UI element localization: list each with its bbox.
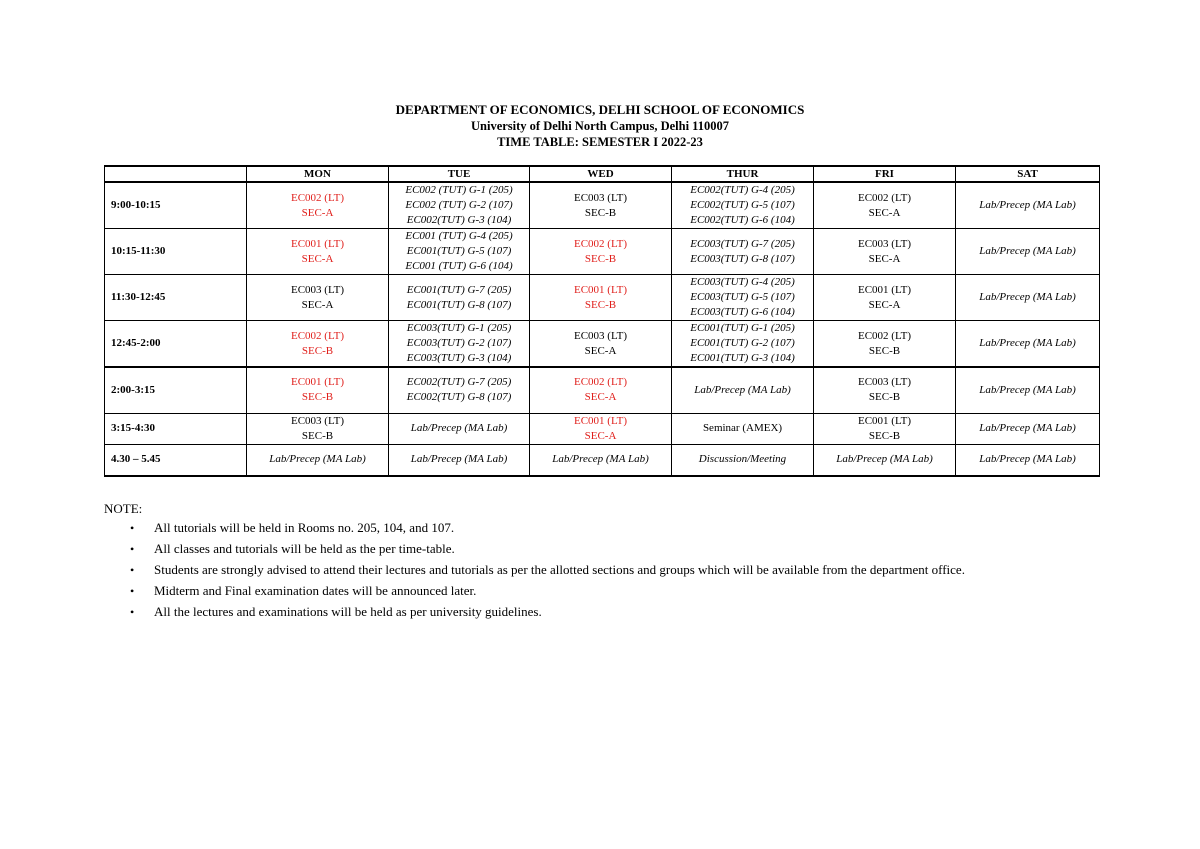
schedule-entry-line: EC001 (LT) (857, 283, 912, 296)
note-text: Students are strongly advised to attend their lectures and tutorials as per the allotted sections and groups which will be available from the department office. (154, 562, 965, 577)
schedule-cell-fri (814, 229, 956, 275)
schedule-entry-line: EC002 (LT) (857, 191, 912, 204)
schedule-entry-line: EC001 (LT) (857, 414, 912, 427)
schedule-cell-mon (247, 229, 389, 275)
timetable-row (105, 275, 1100, 321)
schedule-entry-line: SEC-A (301, 252, 334, 265)
schedule-entry-line: Seminar (AMEX) (702, 422, 783, 434)
schedule-entry-line: EC001 (LT) (290, 376, 345, 389)
university-address: University of Delhi North Campus, Delhi 110007 (471, 119, 729, 133)
schedule-cell-mon (247, 275, 389, 321)
schedule-entry-line: EC002 (LT) (573, 237, 628, 250)
schedule-cell-mon (247, 413, 389, 444)
schedule-entry-line: EC003(TUT) G-1 (205) (406, 322, 512, 334)
schedule-entry-line: EC003 (LT) (857, 237, 912, 250)
schedule-cell-mon (247, 367, 389, 413)
schedule-entry-line: Lab/Precep (MA Lab) (979, 453, 1076, 466)
schedule-entry-line: EC001(TUT) G-7 (205) (406, 283, 512, 296)
department-title: DEPARTMENT OF ECONOMICS, DELHI SCHOOL OF ECONOMICS (395, 102, 805, 117)
schedule-entry-line: SEC-B (584, 206, 617, 219)
day-header-mon: MON (247, 166, 389, 182)
schedule-entry-line: Lab/Precep (MA Lab) (979, 383, 1076, 396)
schedule-entry-line: EC003(TUT) G-5 (107) (690, 291, 795, 303)
schedule-entry-line: EC001 (LT) (573, 283, 628, 296)
schedule-entry-line: SEC-A (301, 298, 334, 311)
schedule-entry-line: EC003(TUT) G-8 (107) (690, 252, 795, 265)
schedule-entry-line: EC002 (LT) (573, 376, 628, 389)
schedule-entry-line: SEC-B (301, 429, 334, 442)
schedule-entry-line: Lab/Precep (MA Lab) (269, 453, 366, 466)
timetable (104, 165, 1100, 477)
schedule-entry-line: EC002 (LT) (857, 329, 912, 342)
time-slot-cell: 2:00-3:15 (105, 367, 247, 413)
schedule-entry-line: EC003(TUT) G-4 (205) (690, 276, 795, 288)
schedule-entry-line: Lab/Precep (MA Lab) (694, 383, 791, 396)
notes-section (104, 500, 1084, 625)
schedule-entry-line: SEC-A (868, 252, 901, 265)
schedule-cell-sat (956, 367, 1100, 413)
time-slot-cell: 3:15-4:30 (105, 413, 247, 444)
timetable-row (105, 182, 1100, 229)
schedule-entry-line: EC002(TUT) G-4 (205) (690, 184, 795, 196)
schedule-entry-line: EC003(TUT) G-2 (107) (406, 337, 512, 349)
timetable-row (105, 321, 1100, 368)
schedule-entry-line: EC001 (TUT) G-4 (205) (405, 230, 513, 242)
time-slot-cell: 10:15-11:30 (105, 229, 247, 275)
schedule-entry-line: EC002(TUT) G-8 (107) (406, 391, 512, 404)
schedule-cell-wed (530, 321, 672, 368)
schedule-entry-line: EC001 (TUT) G-6 (104) (405, 260, 513, 272)
day-header-tue: TUE (389, 166, 530, 182)
time-slot-cell: 12:45-2:00 (105, 321, 247, 368)
schedule-entry-line: EC003(TUT) G-6 (104) (690, 306, 795, 318)
schedule-cell-fri (814, 444, 956, 476)
note-text: Midterm and Final examination dates will be announced later. (154, 583, 477, 598)
schedule-cell-tue (389, 413, 530, 444)
schedule-entry-line: SEC-B (868, 344, 901, 357)
schedule-entry-line: Lab/Precep (MA Lab) (410, 422, 508, 434)
day-header-thur: THUR (672, 166, 814, 182)
schedule-entry-line: SEC-B (868, 429, 901, 442)
schedule-entry-line: EC001(TUT) G-3 (104) (690, 352, 795, 364)
timetable-header-row (105, 166, 1100, 182)
note-text: All classes and tutorials will be held as the per time-table. (154, 541, 455, 556)
schedule-entry-line: Lab/Precep (MA Lab) (979, 199, 1076, 211)
day-header-wed: WED (530, 166, 672, 182)
time-slot-cell: 4.30 – 5.45 (105, 444, 247, 476)
schedule-cell-fri (814, 367, 956, 413)
timetable-row (105, 413, 1100, 444)
schedule-cell-thur (672, 413, 814, 444)
schedule-cell-thur (672, 182, 814, 229)
schedule-entry-line: Lab/Precep (MA Lab) (979, 291, 1076, 303)
schedule-entry-line: Lab/Precep (MA Lab) (552, 453, 649, 466)
note-item (130, 583, 1084, 599)
note-text: All the lectures and examinations will be held as per university guidelines. (154, 604, 542, 619)
schedule-entry-line: EC003(TUT) G-3 (104) (406, 352, 512, 364)
schedule-entry-line: SEC-A (868, 206, 901, 219)
schedule-cell-tue (389, 229, 530, 275)
notes-title: NOTE: (104, 501, 143, 516)
schedule-entry-line: Lab/Precep (MA Lab) (979, 245, 1076, 257)
schedule-cell-tue (389, 275, 530, 321)
schedule-cell-tue (389, 444, 530, 476)
schedule-entry-line: EC001(TUT) G-2 (107) (690, 337, 795, 349)
schedule-entry-line: EC002(TUT) G-3 (104) (406, 214, 512, 226)
timetable-body (105, 182, 1100, 476)
schedule-entry-line: SEC-A (301, 206, 334, 219)
day-header-sat: SAT (956, 166, 1100, 182)
notes-list (104, 520, 1084, 620)
schedule-cell-fri (814, 275, 956, 321)
schedule-entry-line: EC002 (TUT) G-1 (205) (405, 184, 513, 196)
time-slot-cell: 9:00-10:15 (105, 182, 247, 229)
schedule-cell-tue (389, 367, 530, 413)
bullet-icon: • (130, 584, 135, 598)
schedule-cell-mon (247, 321, 389, 368)
schedule-cell-thur (672, 367, 814, 413)
schedule-cell-sat (956, 182, 1100, 229)
schedule-entry-line: SEC-B (584, 298, 617, 311)
timetable-row (105, 229, 1100, 275)
time-slot-cell: 11:30-12:45 (105, 275, 247, 321)
schedule-entry-line: EC001(TUT) G-1 (205) (690, 322, 795, 334)
schedule-cell-tue (389, 182, 530, 229)
schedule-entry-line: Discussion/Meeting (698, 453, 787, 466)
schedule-entry-line: EC002(TUT) G-5 (107) (690, 199, 795, 211)
schedule-cell-wed (530, 444, 672, 476)
schedule-entry-line: EC002(TUT) G-6 (104) (690, 214, 795, 226)
schedule-entry-line: SEC-B (868, 391, 901, 404)
schedule-cell-wed (530, 367, 672, 413)
schedule-cell-wed (530, 413, 672, 444)
schedule-entry-line: EC002 (TUT) G-2 (107) (405, 199, 513, 211)
schedule-cell-tue (389, 321, 530, 368)
schedule-cell-thur (672, 444, 814, 476)
bullet-icon: • (130, 542, 135, 556)
schedule-entry-line: SEC-A (584, 344, 617, 357)
schedule-entry-line: SEC-B (584, 252, 617, 265)
schedule-cell-mon (247, 444, 389, 476)
schedule-entry-line: SEC-A (584, 391, 617, 404)
schedule-entry-line: EC003 (LT) (573, 191, 628, 204)
schedule-entry-line: Lab/Precep (MA Lab) (979, 422, 1076, 434)
timetable-row (105, 367, 1100, 413)
schedule-entry-line: Lab/Precep (MA Lab) (410, 453, 508, 466)
bullet-icon: • (130, 605, 135, 619)
schedule-cell-wed (530, 229, 672, 275)
document-header (0, 102, 1200, 150)
schedule-cell-fri (814, 321, 956, 368)
schedule-entry-line: EC001(TUT) G-8 (107) (406, 298, 512, 311)
timetable-title: TIME TABLE: SEMESTER I 2022-23 (497, 135, 703, 149)
note-item (130, 541, 1084, 557)
schedule-entry-line: EC002(TUT) G-7 (205) (406, 376, 512, 389)
schedule-cell-wed (530, 275, 672, 321)
schedule-entry-line: EC003 (LT) (857, 376, 912, 389)
schedule-entry-line: EC003 (LT) (573, 329, 628, 342)
schedule-cell-thur (672, 275, 814, 321)
schedule-cell-fri (814, 182, 956, 229)
note-item (130, 604, 1084, 620)
note-item (130, 562, 1084, 578)
schedule-entry-line: EC001(TUT) G-5 (107) (406, 245, 512, 257)
schedule-entry-line: EC003 (LT) (290, 414, 345, 427)
schedule-entry-line: EC002 (LT) (290, 329, 345, 342)
schedule-cell-sat (956, 321, 1100, 368)
schedule-cell-thur (672, 321, 814, 368)
time-column-header (105, 166, 247, 182)
schedule-cell-thur (672, 229, 814, 275)
schedule-cell-wed (530, 182, 672, 229)
schedule-cell-sat (956, 229, 1100, 275)
schedule-entry-line: EC001 (LT) (290, 237, 345, 250)
schedule-cell-sat (956, 444, 1100, 476)
schedule-entry-line: EC003 (LT) (290, 283, 345, 296)
timetable-row (105, 444, 1100, 476)
note-text: All tutorials will be held in Rooms no. 205, 104, and 107. (154, 520, 455, 535)
schedule-entry-line: EC003(TUT) G-7 (205) (690, 237, 795, 250)
note-item (130, 520, 1084, 536)
schedule-entry-line: SEC-A (868, 298, 901, 311)
schedule-cell-sat (956, 275, 1100, 321)
bullet-icon: • (130, 563, 135, 577)
schedule-entry-line: EC002 (LT) (290, 191, 345, 204)
bullet-icon: • (130, 521, 135, 535)
schedule-entry-line: SEC-B (301, 391, 334, 404)
schedule-entry-line: Lab/Precep (MA Lab) (836, 453, 933, 466)
schedule-entry-line: EC001 (LT) (573, 414, 628, 427)
schedule-cell-fri (814, 413, 956, 444)
schedule-entry-line: SEC-A (584, 429, 617, 442)
day-header-fri: FRI (814, 166, 956, 182)
schedule-cell-sat (956, 413, 1100, 444)
schedule-cell-mon (247, 182, 389, 229)
schedule-entry-line: Lab/Precep (MA Lab) (979, 337, 1076, 349)
schedule-entry-line: SEC-B (301, 344, 334, 357)
